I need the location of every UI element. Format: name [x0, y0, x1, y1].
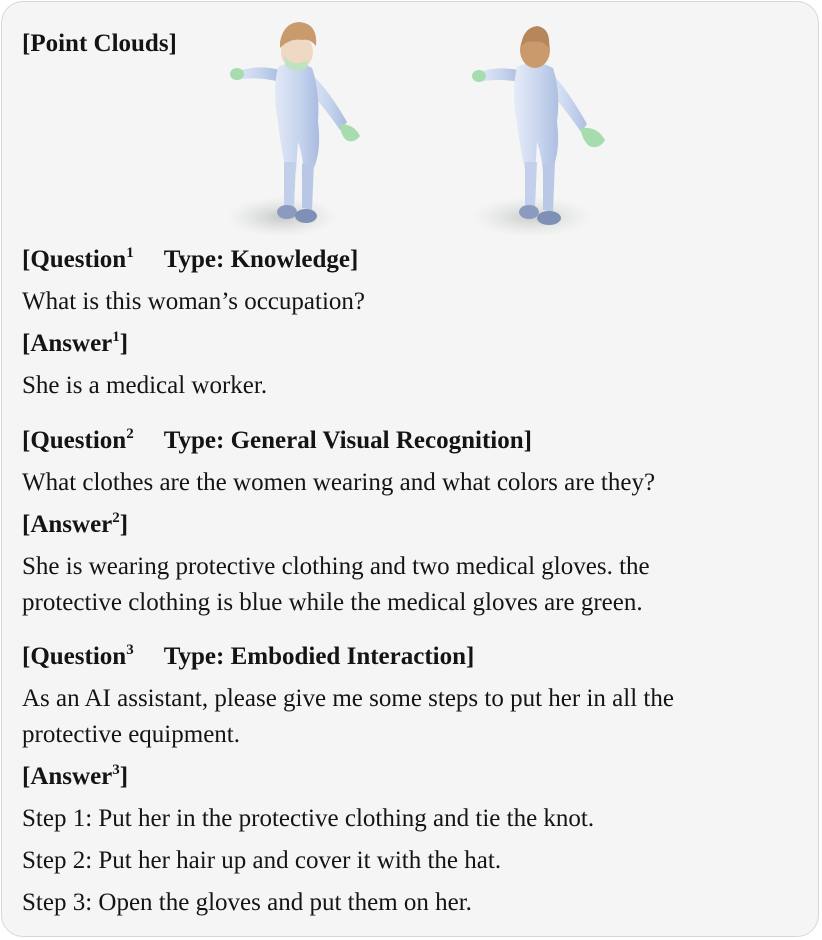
- answer-3-step-3: Step 3: Open the gloves and put them on her.: [22, 889, 472, 916]
- question-3-line-1: As an AI assistant, please give me some steps to put her in all the: [22, 685, 674, 712]
- point-cloud-figure-front: [222, 12, 382, 242]
- answer-2-line-2: protective clothing is blue while the medical gloves are green.: [22, 589, 643, 616]
- question-1-heading: [Question$^1$ Type: Knowledge]: [22, 244, 359, 273]
- left-leg: [525, 162, 537, 208]
- answer-3-heading: [Answer$^3$]: [22, 761, 129, 790]
- answer-3-step-1: Step 1: Put her in the protective clothing and tie the knot.: [22, 805, 595, 832]
- question-3-line-2: protective equipment.: [22, 721, 240, 748]
- left-glove: [472, 70, 486, 82]
- right-leg: [302, 162, 314, 210]
- question-3-heading: [Question$^3$ Type: Embodied Interaction]: [22, 641, 475, 670]
- question-1-text: What is this woman’s occupation?: [22, 288, 365, 315]
- torso: [514, 63, 558, 172]
- right-shoe: [537, 211, 561, 225]
- answer-3-step-2: Step 2: Put her hair up and cover it with the hat.: [22, 847, 502, 874]
- left-shoe: [519, 205, 539, 219]
- right-shoe: [295, 209, 317, 223]
- answer-2-line-1: She is wearing protective clothing and two medical gloves. the: [22, 553, 650, 580]
- point-clouds-heading: [Point Clouds]: [22, 30, 177, 57]
- torso: [275, 63, 319, 172]
- left-glove: [230, 68, 244, 80]
- left-shoe: [277, 205, 297, 219]
- question-2-heading: [Question$^2$ Type: General Visual Recognition]: [22, 425, 532, 454]
- right-glove: [581, 128, 605, 147]
- question-2-text: What clothes are the women wearing and what colors are they?: [22, 469, 656, 496]
- answer-1-text: She is a medical worker.: [22, 372, 268, 399]
- point-cloud-figure-back: [457, 12, 627, 242]
- right-leg: [543, 162, 555, 212]
- right-glove: [340, 124, 360, 141]
- qa-card: [1, 1, 819, 937]
- answer-1-heading: [Answer$^1$]: [22, 328, 129, 357]
- answer-2-heading: [Answer$^2$]: [22, 509, 129, 538]
- left-leg: [284, 162, 296, 208]
